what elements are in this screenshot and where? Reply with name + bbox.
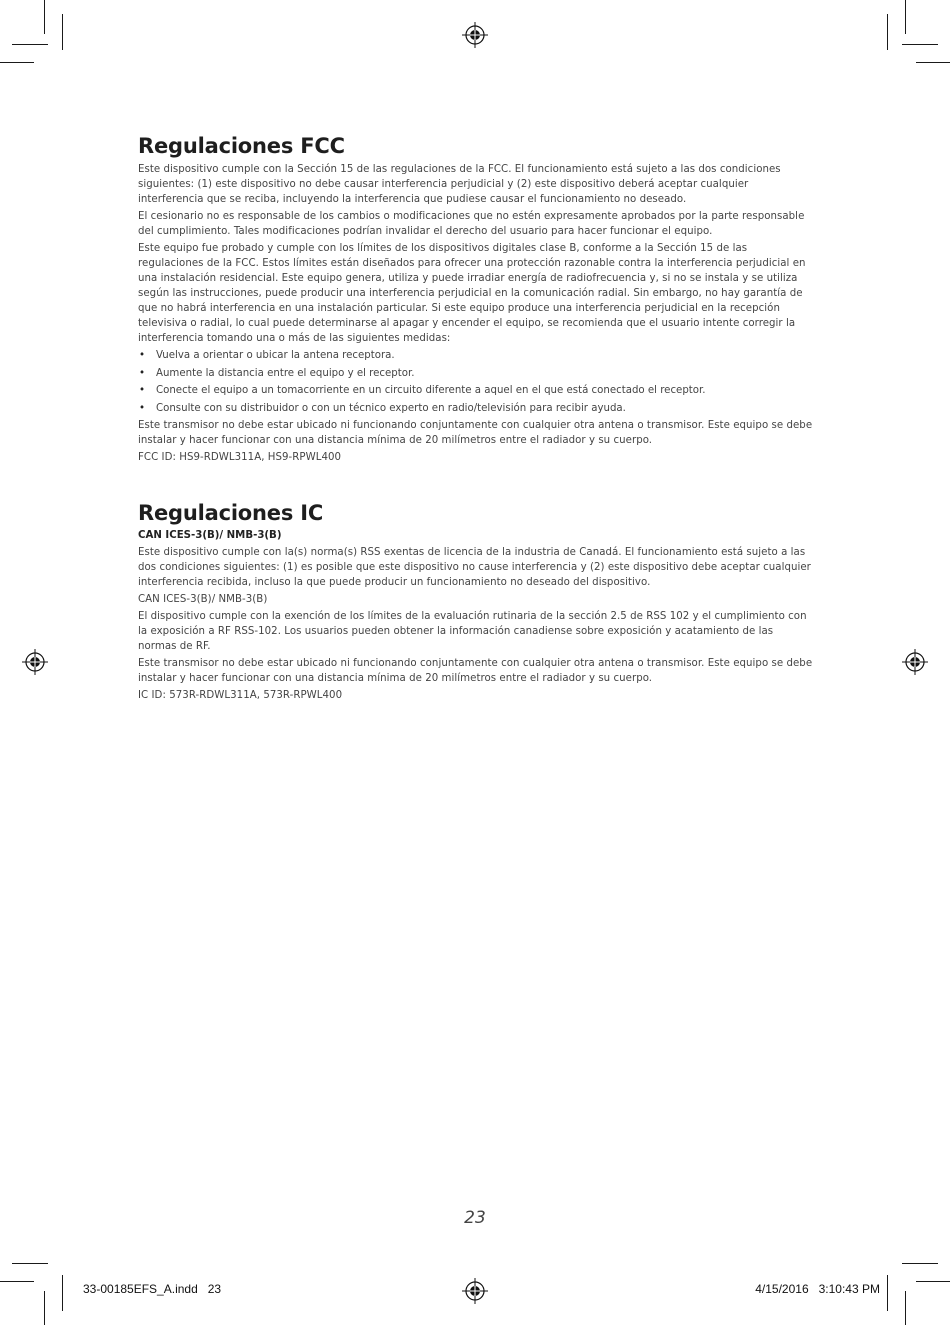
slug-filename: 33-00185EFS_A.indd 23 <box>83 1282 222 1296</box>
registration-mark-icon <box>462 22 488 48</box>
crop-mark <box>916 1281 950 1282</box>
crop-mark <box>905 1291 906 1325</box>
ic-id: IC ID: 573R-RDWL311A, 573R-RPWL400 <box>138 690 343 701</box>
ic-subheading: CAN ICES-3(B)/ NMB-3(B) <box>138 530 282 541</box>
ic-heading: Regulaciones IC <box>138 501 324 525</box>
fcc-section <box>138 134 814 465</box>
crop-mark <box>0 1281 34 1282</box>
fcc-paragraph: Este transmisor no debe estar ubicado ni funcionando conjuntamente con cualquier otra antena o transmisor. Este equipo se debe instalar y hacer funcionar con una distancia mínima de 20 milímetros entre el radiador y su cuerpo. <box>138 420 813 446</box>
crop-mark <box>902 1263 938 1264</box>
ic-paragraph: CAN ICES-3(B)/ NMB-3(B) <box>138 594 268 605</box>
fcc-id: FCC ID: HS9-RDWL311A, HS9-RPWL400 <box>138 452 342 463</box>
crop-mark <box>44 0 45 34</box>
crop-mark <box>887 1275 888 1311</box>
crop-mark <box>12 1263 48 1264</box>
bullet: • <box>139 350 146 361</box>
ic-paragraph: El dispositivo cumple con la exención de los límites de la evaluación rutinaria de la sección 2.5 de RSS 102 y el cumplimiento con la exposición a RF RSS-102. Los usuarios pueden obtener la información canadiense sobre exposición y acatamiento de las normas de RF. <box>138 611 807 652</box>
crop-mark <box>902 44 938 45</box>
registration-mark-icon <box>902 649 928 675</box>
fcc-measures-list <box>138 348 814 416</box>
registration-mark-icon <box>462 1278 488 1304</box>
fcc-paragraph: Este equipo fue probado y cumple con los límites de los dispositivos digitales clase B, conforme a la Sección 15 de las regulaciones de la FCC. Estos límites están diseñados para ofrecer una protección razonable contra la interferencia perjudicial en una instalación residencial. Este equipo genera, utiliza y puede irradiar energía de radiofrecuencia y, si no se instala y se utiliza según las instrucciones, puede producir una interferencia perjudicial en la comunicación radial. Sin embargo, no hay garantía de que no habrá interferencia en una instalación particular. Si este equipo produce una interferencia perjudicial en la recepción televisiva o radial, lo cual puede determinarse al apagar y encender el equipo, se recomienda que el usuario intente corregir la interferencia tomando una o más de las siguientes medidas: <box>138 243 806 344</box>
page-content <box>138 134 814 705</box>
fcc-paragraph: El cesionario no es responsable de los cambios o modificaciones que no estén expresamente aprobados por la parte responsable del cumplimiento. Tales modificaciones podrían invalidar el derecho del usuario para hacer funcionar el equipo. <box>138 211 805 237</box>
list-item: • Aumente la distancia entre el equipo y el receptor. <box>139 367 415 379</box>
fcc-paragraph: Este dispositivo cumple con la Sección 15 de las regulaciones de la FCC. El funcionamiento está sujeto a las dos condiciones siguientes: (1) este dispositivo no debe causar interferencia perjudicial y (2) este dispositivo deberá aceptar cualquier interferencia que se reciba, incluyendo la interferencia que pudiese causar el funcionamiento no deseado. <box>138 164 781 205</box>
crop-mark <box>62 1275 63 1311</box>
ic-section <box>138 501 814 703</box>
crop-mark <box>0 62 34 63</box>
ic-paragraph: Este dispositivo cumple con la(s) norma(s) RSS exentas de licencia de la industria de Canadá. El funcionamiento está sujeto a las dos condiciones siguientes: (1) es posible que este dispositivo no cause interferencia y (2) este dispositivo debe aceptar cualquier interferencia recibida, incluso la que puede producir un funcionamiento no deseado del dispositivo. <box>138 547 811 588</box>
crop-mark <box>916 62 950 63</box>
crop-mark <box>12 44 48 45</box>
bullet: • <box>139 402 146 414</box>
bullet: • <box>139 367 146 379</box>
ic-paragraph: Este transmisor no debe estar ubicado ni funcionando conjuntamente con cualquier otra antena o transmisor. Este equipo se debe instalar y hacer funcionar con una distancia mínima de 20 milímetros entre el radiador y su cuerpo. <box>138 658 813 684</box>
crop-mark <box>44 1291 45 1325</box>
list-item: • Conecte el equipo a un tomacorriente en un circuito diferente a aquel en el que está conectado el receptor. <box>139 385 706 396</box>
page-number: 23 <box>464 1208 486 1228</box>
list-item: • Consulte con su distribuidor o con un técnico experto en radio/televisión para recibir ayuda. <box>139 402 626 414</box>
fcc-heading: Regulaciones FCC <box>138 134 345 158</box>
crop-mark <box>62 14 63 50</box>
list-item: • Vuelva a orientar o ubicar la antena receptora. <box>139 350 395 361</box>
slug-timestamp: 4/15/2016 3:10:43 PM <box>755 1282 880 1296</box>
crop-mark <box>905 0 906 34</box>
bullet: • <box>139 385 146 396</box>
registration-mark-icon <box>22 649 48 675</box>
crop-mark <box>887 14 888 50</box>
